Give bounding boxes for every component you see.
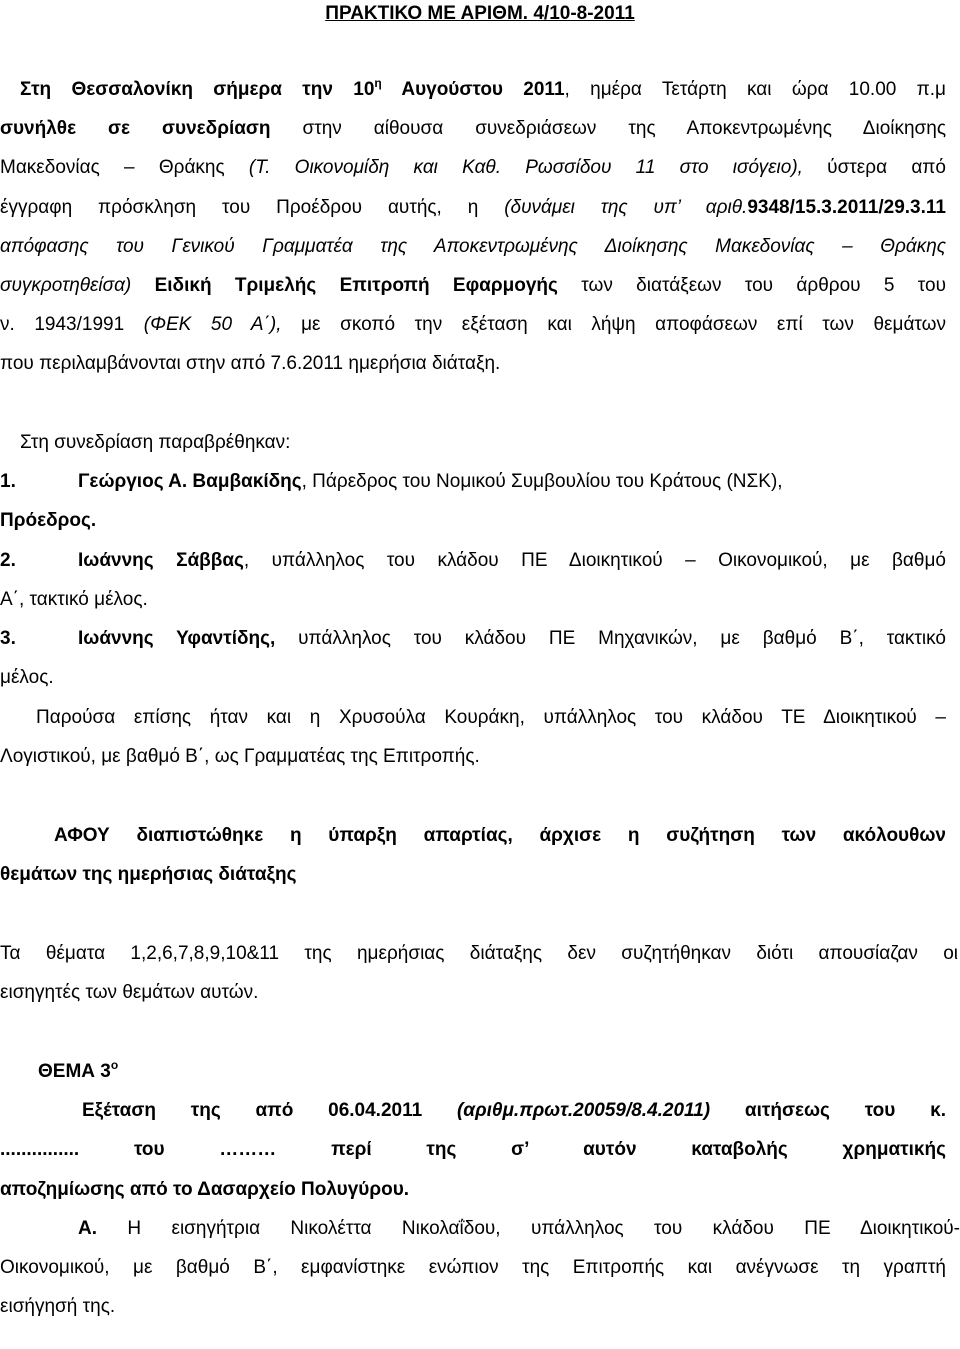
member-2-role: Α΄, τακτικό μέλος. bbox=[0, 589, 148, 610]
absent-topics-line-2: εισηγητές των θεμάτων αυτών. bbox=[0, 982, 259, 1003]
attendees-heading: Στη συνεδρίαση παραβρέθηκαν: bbox=[20, 432, 291, 453]
topic-line-2: ............... του ……… περί της σ’ αυτόν καταβολής χρηματικής bbox=[0, 1139, 946, 1160]
quorum-line-1: ΑΦΟΥ διαπιστώθηκε η ύπαρξη απαρτίας, άρχισε η συζήτηση των ακόλουθων bbox=[54, 825, 946, 846]
topic-line-1: Εξέταση της από 06.04.2011 (αριθμ.πρωτ.20059/8.4.2011) αιτήσεως του κ. bbox=[82, 1100, 946, 1121]
page-title: ΠΡΑΚΤΙΚΟ ΜΕ ΑΡΙΘΜ. 4/10-8-2011 bbox=[325, 3, 635, 24]
quorum-line-2: θεμάτων της ημερήσιας διάταξης bbox=[0, 864, 297, 885]
intro-line-3: Μακεδονίας – Θράκης (Τ. Οικονομίδη και Καθ. Ρωσσίδου 11 στο ισόγειο), ύστερα από bbox=[0, 157, 946, 178]
rapporteur-line-3: εισήγησή της. bbox=[0, 1296, 116, 1317]
intro-line-6: συγκροτηθείσα) Ειδική Τριμελής Επιτροπή Εφαρμογής των διατάξεων του άρθρου 5 του bbox=[0, 275, 946, 296]
intro-line-5: απόφασης του Γενικού Γραμματέα της Αποκεντρωμένης Διοίκησης Μακεδονίας – Θράκης bbox=[0, 236, 946, 257]
topic-heading: ΘΕΜΑ $3^o$ bbox=[38, 1058, 119, 1082]
member-3: 3. Ιωάννης Υφαντίδης, υπάλληλος του κλάδου ΠΕ Μηχανικών, με βαθμό Β΄, τακτικό bbox=[0, 628, 946, 649]
secretary-line-1: Παρούσα επίσης ήταν και η Χρυσούλα Κουράκη, υπάλληλος του κλάδου ΤΕ Διοικητικού – bbox=[36, 707, 946, 728]
member-3-role: μέλος. bbox=[0, 667, 54, 688]
intro-place-date: Στη Θεσσαλονίκη σήμερα την $10^\eta$ Αυγούστου 2011 bbox=[20, 76, 565, 100]
intro-line-2: συνήλθε σε συνεδρίαση στην αίθουσα συνεδριάσεων της Αποκεντρωμένης Διοίκησης bbox=[0, 118, 947, 139]
secretary-line-2: Λογιστικού, με βαθμό Β΄, ως Γραμματέας της Επιτροπής. bbox=[0, 746, 480, 767]
intro-line-4: έγγραφη πρόσκληση του Προέδρου αυτής, η (δυνάμει της υπ’ αριθ.9348/15.3.2011/29.3.11 bbox=[0, 197, 946, 218]
topic-line-3: αποζημίωσης από το Δασαρχείο Πολυγύρου. bbox=[0, 1179, 410, 1200]
member-2: 2. Ιωάννης Σάββας, υπάλληλος του κλάδου ΠΕ Διοικητικού – Οικονομικού, με βαθμό bbox=[0, 550, 946, 571]
member-1-role: Πρόεδρος. bbox=[0, 510, 97, 531]
intro-day-time: , ημέρα Τετάρτη και ώρα 10.00 π.μ bbox=[564, 79, 946, 100]
rapporteur-line-1: Α. Η εισηγήτρια Νικολέττα Νικολαΐδου, υπάλληλος του κλάδου ΠΕ Διοικητικού- bbox=[78, 1218, 960, 1239]
intro-line-1 bbox=[20, 78, 946, 102]
absent-topics-line-1: Τα θέματα 1,2,6,7,8,9,10&11 της ημερήσιας διάταξης δεν συζητήθηκαν διότι απουσίαζαν οι bbox=[0, 943, 958, 964]
member-1: 1. Γεώργιος Α. Βαμβακίδης, Πάρεδρος του Νομικού Συμβουλίου του Κράτους (ΝΣΚ), bbox=[0, 471, 783, 492]
intro-line-8: που περιλαμβάνονται στην από 7.6.2011 ημερήσια διάταξη. bbox=[0, 353, 501, 374]
intro-line-7: ν. 1943/1991 (ΦΕΚ 50 Α΄), με σκοπό την εξέταση και λήψη αποφάσεων επί των θεμάτων bbox=[0, 314, 946, 335]
rapporteur-line-2: Οικονομικού, με βαθμό Β΄, εμφανίστηκε ενώπιον της Επιτροπής και ανέγνωσε τη γραπτή bbox=[0, 1257, 946, 1278]
